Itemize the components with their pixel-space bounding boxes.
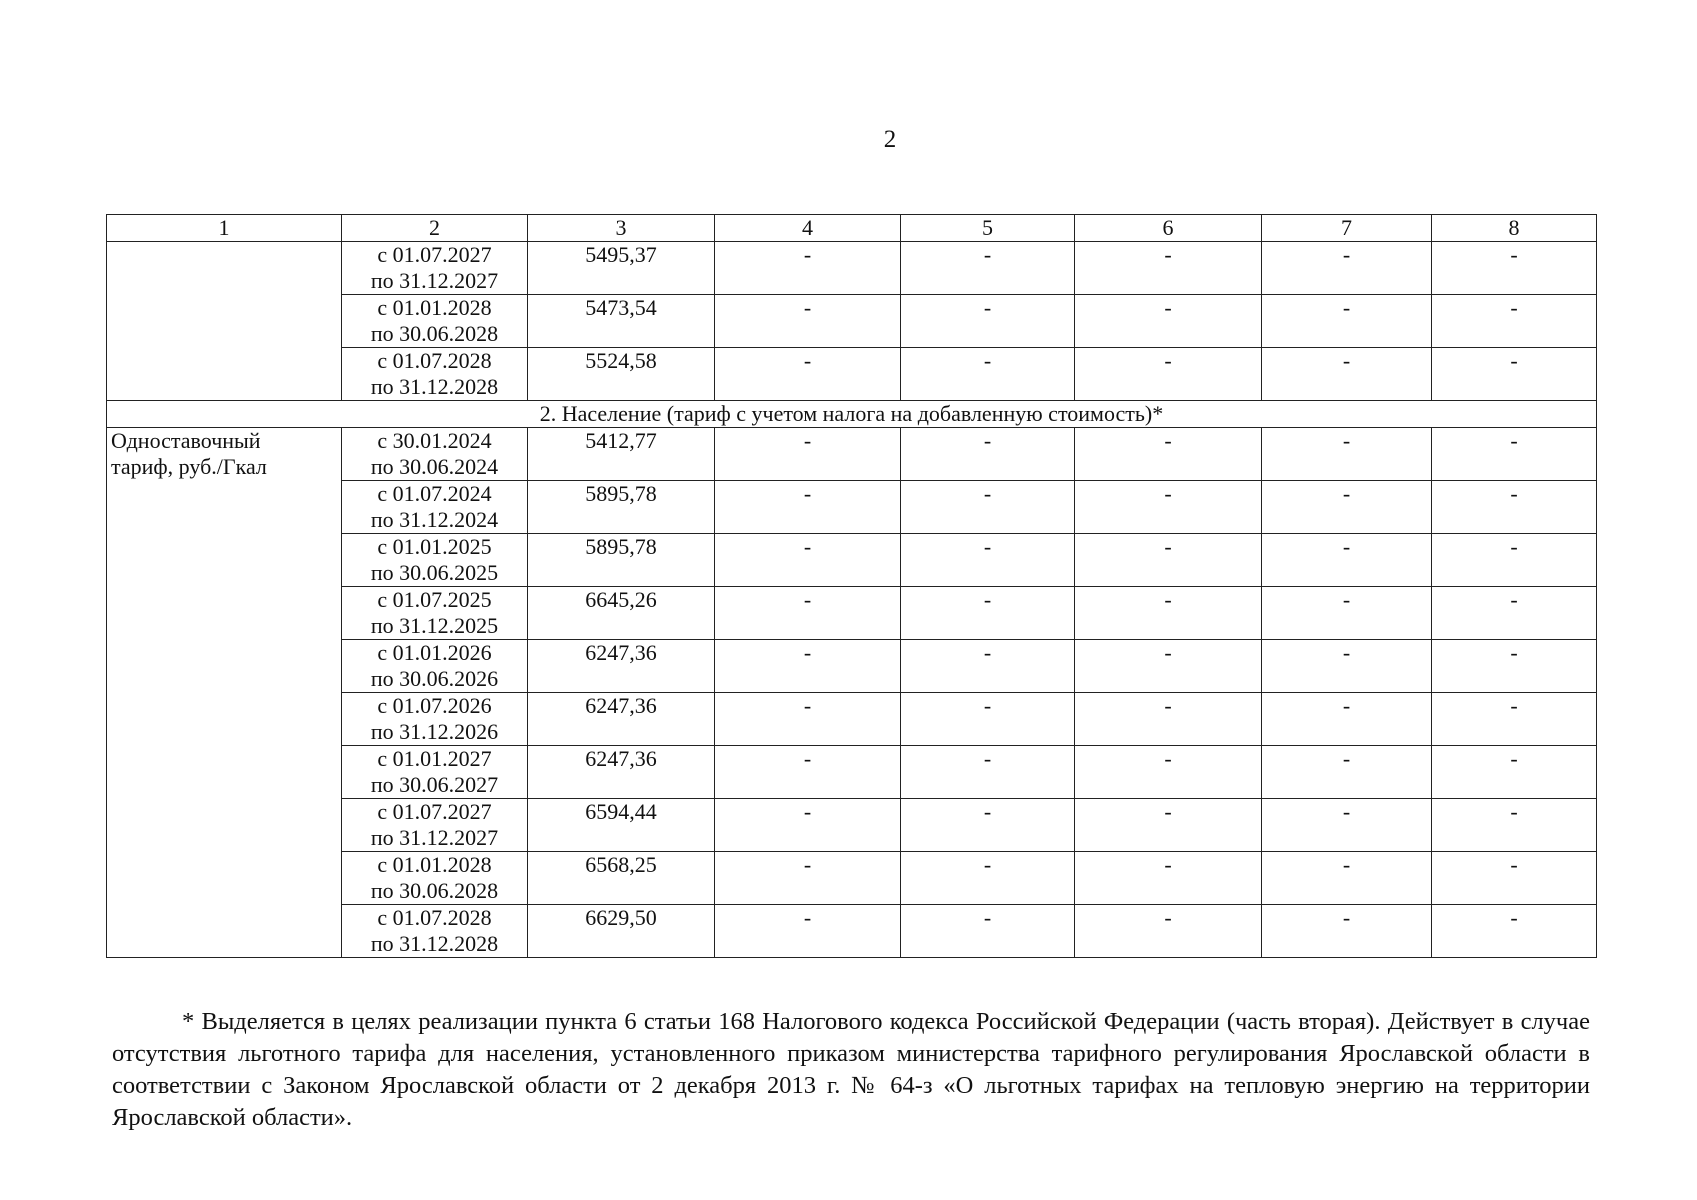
empty-value-cell: -: [1262, 348, 1432, 401]
tariff-value: 6568,25: [528, 852, 715, 905]
empty-value-cell: -: [715, 481, 901, 534]
period-from: с 01.01.2028: [377, 852, 492, 877]
empty-value-cell: -: [715, 295, 901, 348]
tariff-value: 5495,37: [528, 242, 715, 295]
empty-value-cell: -: [715, 746, 901, 799]
period-to: по 30.06.2028: [370, 878, 499, 903]
period-to: по 31.12.2027: [370, 825, 499, 850]
period-from: с 30.01.2024: [377, 428, 492, 453]
period-cell: [342, 481, 528, 534]
empty-value-cell: -: [1262, 295, 1432, 348]
period-from: с 01.01.2028: [377, 295, 492, 320]
tariff-value: 5524,58: [528, 348, 715, 401]
period-cell: [342, 640, 528, 693]
column-number: 6: [1075, 215, 1262, 242]
indicator-label-line1: Одноставочный: [111, 428, 261, 453]
column-number: 3: [528, 215, 715, 242]
period-cell: [342, 799, 528, 852]
tariff-value: 5473,54: [528, 295, 715, 348]
tariff-value: 6247,36: [528, 746, 715, 799]
empty-value-cell: -: [1075, 295, 1262, 348]
empty-value-cell: -: [901, 295, 1075, 348]
period-cell: [342, 428, 528, 481]
tariff-value: 6594,44: [528, 799, 715, 852]
empty-value-cell: -: [1075, 640, 1262, 693]
empty-value-cell: -: [1432, 428, 1597, 481]
empty-value-cell: -: [1262, 242, 1432, 295]
period-cell: [342, 295, 528, 348]
period-cell: [342, 852, 528, 905]
tariff-value: 5412,77: [528, 428, 715, 481]
period-to: по 31.12.2027: [370, 268, 499, 293]
empty-value-cell: -: [715, 242, 901, 295]
empty-value-cell: -: [901, 428, 1075, 481]
empty-value-cell: -: [715, 428, 901, 481]
empty-value-cell: -: [1075, 242, 1262, 295]
empty-value-cell: -: [1262, 428, 1432, 481]
period-cell: [342, 905, 528, 958]
period-from: с 01.07.2027: [377, 799, 492, 824]
empty-value-cell: -: [901, 693, 1075, 746]
empty-value-cell: -: [1432, 481, 1597, 534]
period-to: по 31.12.2026: [370, 719, 499, 744]
indicator-cell-continued: [107, 242, 342, 401]
empty-value-cell: -: [1262, 799, 1432, 852]
empty-value-cell: -: [901, 348, 1075, 401]
period-to: по 31.12.2028: [370, 931, 499, 956]
footnote: [112, 1006, 1590, 1134]
tariff-value: 6629,50: [528, 905, 715, 958]
empty-value-cell: -: [1262, 746, 1432, 799]
period-from: с 01.01.2027: [377, 746, 492, 771]
empty-value-cell: -: [901, 905, 1075, 958]
empty-value-cell: -: [1075, 799, 1262, 852]
empty-value-cell: -: [1075, 852, 1262, 905]
period-from: с 01.01.2025: [377, 534, 492, 559]
empty-value-cell: -: [901, 242, 1075, 295]
empty-value-cell: -: [1262, 587, 1432, 640]
empty-value-cell: -: [1432, 348, 1597, 401]
empty-value-cell: -: [1075, 587, 1262, 640]
period-cell: [342, 534, 528, 587]
period-to: по 30.06.2027: [370, 772, 499, 797]
empty-value-cell: -: [1262, 905, 1432, 958]
indicator-cell: [107, 428, 342, 958]
column-number: 5: [901, 215, 1075, 242]
page-number: 2: [883, 126, 897, 153]
empty-value-cell: -: [1432, 746, 1597, 799]
table-row: [107, 242, 1597, 295]
empty-value-cell: -: [1075, 746, 1262, 799]
period-to: по 30.06.2026: [370, 666, 499, 691]
period-to: по 31.12.2025: [370, 613, 499, 638]
empty-value-cell: -: [1262, 693, 1432, 746]
period-from: с 01.07.2026: [377, 693, 492, 718]
empty-value-cell: -: [1432, 640, 1597, 693]
indicator-label-line2: тариф, руб./Гкал: [111, 454, 267, 479]
period-from: с 01.01.2026: [377, 640, 492, 665]
tariff-table: [106, 214, 1597, 958]
period-cell: [342, 242, 528, 295]
empty-value-cell: -: [1432, 534, 1597, 587]
tariff-value: 6247,36: [528, 640, 715, 693]
empty-value-cell: -: [715, 640, 901, 693]
period-to: по 30.06.2025: [370, 560, 499, 585]
empty-value-cell: -: [1432, 693, 1597, 746]
section-row: [107, 401, 1597, 428]
period-cell: [342, 587, 528, 640]
period-from: с 01.07.2028: [377, 348, 492, 373]
empty-value-cell: -: [901, 587, 1075, 640]
empty-value-cell: -: [1075, 428, 1262, 481]
column-number: 1: [107, 215, 342, 242]
period-to: по 30.06.2024: [370, 454, 499, 479]
empty-value-cell: -: [901, 746, 1075, 799]
column-number: 4: [715, 215, 901, 242]
empty-value-cell: -: [1432, 587, 1597, 640]
period-from: с 01.07.2024: [377, 481, 492, 506]
empty-value-cell: -: [901, 799, 1075, 852]
column-number: 8: [1432, 215, 1597, 242]
empty-value-cell: -: [1432, 799, 1597, 852]
empty-value-cell: -: [1262, 481, 1432, 534]
empty-value-cell: -: [1432, 295, 1597, 348]
empty-value-cell: -: [1432, 852, 1597, 905]
period-to: по 31.12.2028: [370, 374, 499, 399]
section-title: 2. Население (тариф с учетом налога на добавленную стоимость)*: [107, 401, 1597, 428]
empty-value-cell: -: [901, 534, 1075, 587]
table-row: [107, 428, 1597, 481]
empty-value-cell: -: [715, 905, 901, 958]
tariff-value: 6645,26: [528, 587, 715, 640]
empty-value-cell: -: [1075, 534, 1262, 587]
empty-value-cell: -: [1075, 348, 1262, 401]
empty-value-cell: -: [715, 348, 901, 401]
column-number: 2: [342, 215, 528, 242]
empty-value-cell: -: [1075, 693, 1262, 746]
empty-value-cell: -: [1075, 481, 1262, 534]
empty-value-cell: -: [715, 852, 901, 905]
empty-value-cell: -: [901, 640, 1075, 693]
footnote-text: * Выделяется в целях реализации пункта 6 статьи 168 Налогового кодекса Российской Федерации (часть вторая). Действует в случае отсутствия льготного тарифа для населения, установленного приказом министерства тарифного регулирования Ярославской области в соответствии с Законом Ярославской области от 2 декабря 2013 г. № 64-з «О льготных тарифах на тепловую энергию на территории Ярославской области».: [112, 1008, 1590, 1131]
period-cell: [342, 693, 528, 746]
period-to: по 30.06.2028: [370, 321, 499, 346]
tariff-value: 5895,78: [528, 534, 715, 587]
period-cell: [342, 746, 528, 799]
period-to: по 31.12.2024: [370, 507, 499, 532]
period-from: с 01.07.2025: [377, 587, 492, 612]
empty-value-cell: -: [1262, 534, 1432, 587]
tariff-value: 5895,78: [528, 481, 715, 534]
period-from: с 01.07.2028: [377, 905, 492, 930]
column-number: 7: [1262, 215, 1432, 242]
empty-value-cell: -: [715, 534, 901, 587]
table-header-row: [107, 215, 1597, 242]
empty-value-cell: -: [1262, 640, 1432, 693]
tariff-value: 6247,36: [528, 693, 715, 746]
empty-value-cell: -: [1075, 905, 1262, 958]
empty-value-cell: -: [901, 852, 1075, 905]
empty-value-cell: -: [901, 481, 1075, 534]
empty-value-cell: -: [1432, 905, 1597, 958]
empty-value-cell: -: [715, 587, 901, 640]
empty-value-cell: -: [715, 693, 901, 746]
period-from: с 01.07.2027: [377, 242, 492, 267]
empty-value-cell: -: [715, 799, 901, 852]
empty-value-cell: -: [1432, 242, 1597, 295]
period-cell: [342, 348, 528, 401]
empty-value-cell: -: [1262, 852, 1432, 905]
